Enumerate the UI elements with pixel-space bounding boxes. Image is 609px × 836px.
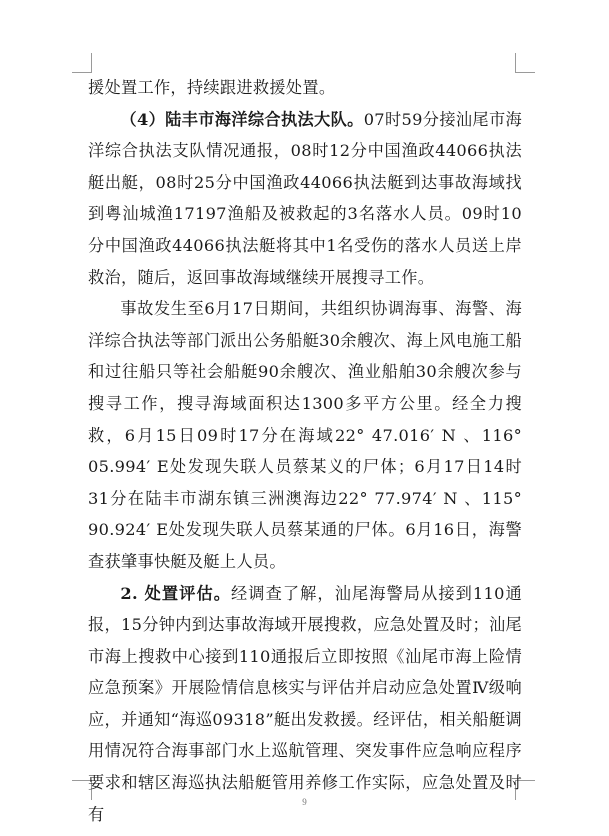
crop-mark-top-left (72, 53, 92, 73)
paragraph-text: 经调查了解，汕尾海警局从接到110通报，15分钟内到达事故海域开展搜救，应急处置及时；汕尾市海上搜救中心接到110通报后立即按照《汕尾市海上险情应急预案》开展险情信息核实与评估并启动应急处置Ⅳ级响应，并通知“海巡09318”艇出发救援。经评估，相关船艇调用情况符合海事部门水上巡航管理、突发事件应急响应程序要求和辖区海巡执法船艇管用养修工作实际，应急处置及时有 (88, 583, 522, 824)
paragraph-search-summary (88, 293, 522, 577)
paragraph-continuation (88, 72, 522, 104)
page-number: 9 (302, 797, 307, 807)
paragraph-lufeng-enforcement (88, 104, 522, 294)
document-body (88, 72, 522, 830)
crop-mark-top-right (515, 53, 535, 73)
paragraph-disposal-assessment (88, 578, 522, 831)
paragraph-heading: 2. 处置评估。 (120, 583, 232, 603)
paragraph-text: 07时59分接汕尾市海洋综合执法支队情况通报，08时12分中国渔政44066执法艇出艇，08时25分中国渔政44066执法艇到达事故海域找到粤汕城渔17197渔船及被救起的3名落水人员。09时10分中国渔政44066执法艇将其中1名受伤的落水人员送上岸救治，随后，返回事故海域继续开展搜寻工作。 (88, 109, 523, 287)
paragraph-text: 援处置工作，持续跟进救援处置。 (88, 78, 336, 97)
paragraph-heading: （4）陆丰市海洋综合执法大队。 (120, 109, 364, 129)
paragraph-text: 事故发生至6月17日期间，共组织协调海事、海警、海洋综合执法等部门派出公务船艇30余艘次、海上风电施工船和过往船只等社会船艇90余艘次、渔业船舶30余艘次参与搜寻工作，搜寻海域面积达1300多平方公里。经全力搜救，6月15日09时17分在海域22° 47.016′ N 、116° 05.994′ E处发现失联人员蔡某义的尸体；6月17日14时31分在陆丰市湖东镇三洲澳海边22° 77.974′ N 、115° 90.924′ E处发现失联人员蔡某通的尸体。6月16日，海警查获肇事快艇及艇上人员。 (88, 299, 522, 571)
